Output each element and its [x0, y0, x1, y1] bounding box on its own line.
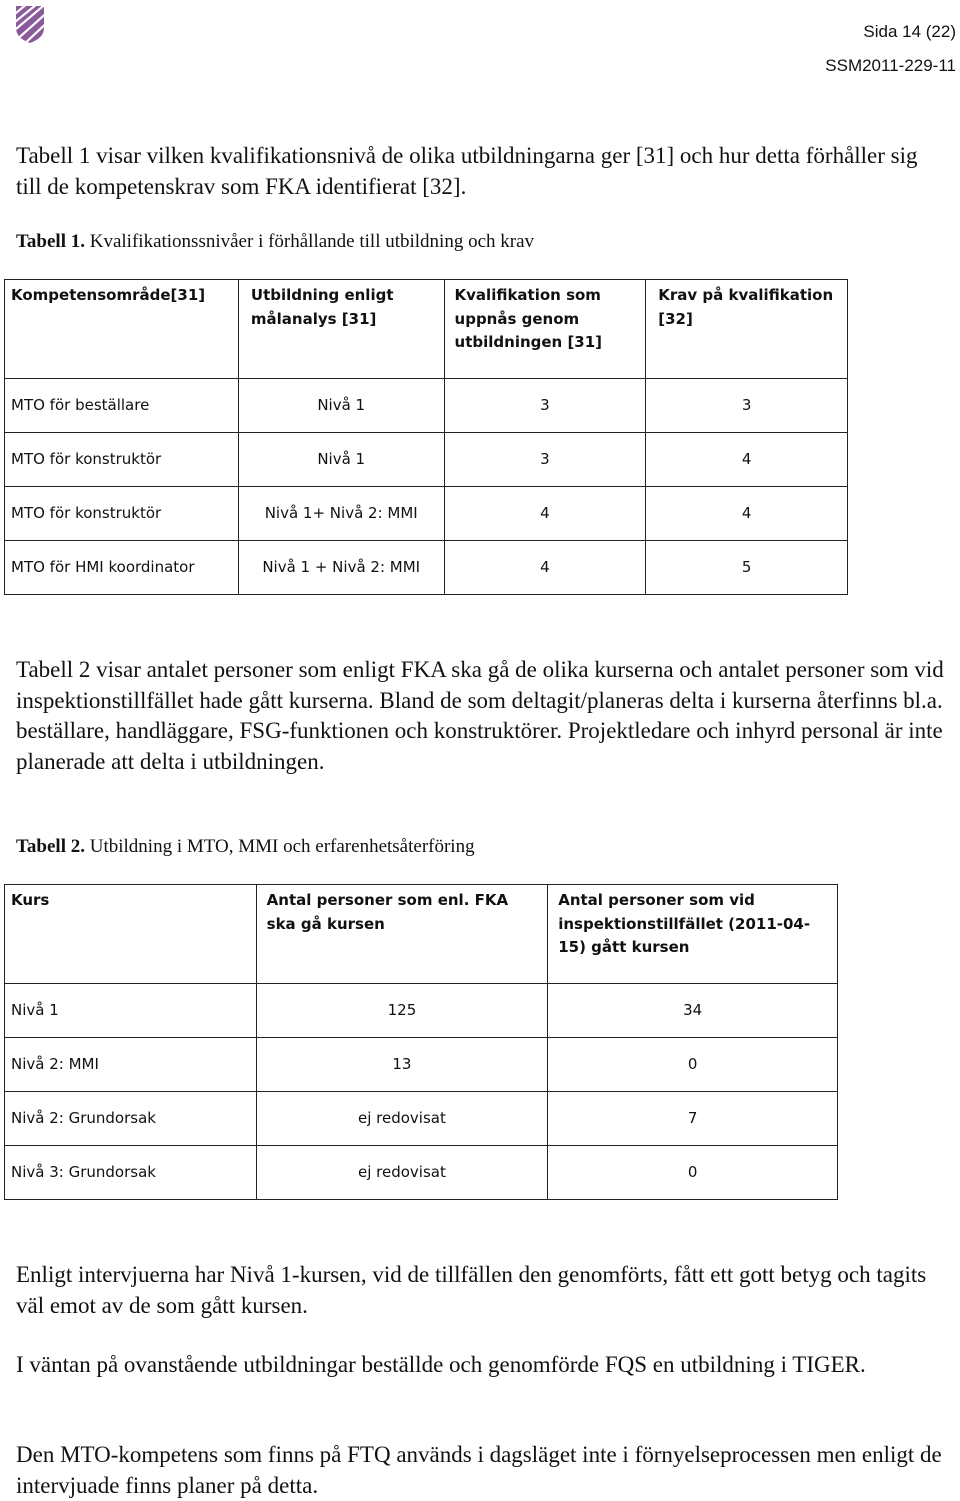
- table-cell: 4: [646, 433, 848, 487]
- table-header-cell: Antal personer som enl. FKA ska gå kursen: [256, 885, 548, 984]
- table-cell: MTO för konstruktör: [5, 487, 239, 541]
- table-cell: Nivå 2: MMI: [5, 1038, 257, 1092]
- table-cell: 3: [444, 433, 646, 487]
- table-cell: 3: [646, 379, 848, 433]
- table1-caption-text: Kvalifikationssnivåer i förhållande till utbildning och krav: [85, 231, 535, 252]
- table-row: [5, 433, 848, 487]
- intro-paragraph: Tabell 1 visar vilken kvalifikationsnivå de olika utbildningarna ger [31] och hur detta förhåller sig till de kompetenskrav som FKA identifierat [32].: [16, 143, 918, 199]
- table-cell: Nivå 2: Grundorsak: [5, 1092, 257, 1146]
- table-cell: 0: [548, 1146, 838, 1200]
- tiger-paragraph: I väntan på ovanstående utbildningar beställde och genomförde FQS en utbildning i TIGER.: [16, 1352, 866, 1377]
- table2-caption-text: Utbildning i MTO, MMI och erfarenhetsåterföring: [85, 836, 475, 857]
- table-row: [5, 487, 848, 541]
- table-header-cell: Antal personer som vid inspektionstillfället (2011-04-15) gått kursen: [548, 885, 838, 984]
- qualification-table: [4, 279, 848, 595]
- table-cell: Nivå 1: [5, 984, 257, 1038]
- table1-caption-label: Tabell 1.: [16, 231, 85, 252]
- mto-competence-paragraph: Den MTO-kompetens som finns på FTQ används i dagsläget inte i förnyelseprocessen men enligt de intervjuade finns planer på detta.: [16, 1442, 942, 1498]
- table-cell: 4: [444, 487, 646, 541]
- table-row: [5, 984, 838, 1038]
- table-header-row: [5, 280, 848, 379]
- table2-caption-label: Tabell 2.: [16, 836, 85, 857]
- table-cell: 5: [646, 541, 848, 595]
- table-cell: Nivå 1+ Nivå 2: MMI: [238, 487, 444, 541]
- table-header-cell: Kurs: [5, 885, 257, 984]
- table-cell: 3: [444, 379, 646, 433]
- table-cell: Nivå 1: [238, 433, 444, 487]
- table-cell: Nivå 3: Grundorsak: [5, 1146, 257, 1200]
- table-header-cell: Kompetensområde[31]: [5, 280, 239, 379]
- table-row: [5, 379, 848, 433]
- interview-paragraph: Enligt intervjuerna har Nivå 1-kursen, vid de tillfällen den genomförts, fått ett gott betyg och tagits väl emot av de som gått kursen.: [16, 1262, 927, 1318]
- table-header-cell: Krav på kvalifikation [32]: [646, 280, 848, 379]
- table-cell: 13: [256, 1038, 548, 1092]
- course-table: [4, 884, 838, 1200]
- table-cell: 4: [646, 487, 848, 541]
- table-cell: ej redovisat: [256, 1146, 548, 1200]
- striped-shield-logo: [14, 4, 46, 44]
- table-header-row: [5, 885, 838, 984]
- table-cell: 0: [548, 1038, 838, 1092]
- table-row: [5, 541, 848, 595]
- table-cell: MTO för HMI koordinator: [5, 541, 239, 595]
- table-row: [5, 1146, 838, 1200]
- table-cell: MTO för beställare: [5, 379, 239, 433]
- table-cell: 7: [548, 1092, 838, 1146]
- table-header-cell: Kvalifikation som uppnås genom utbildningen [31]: [444, 280, 646, 379]
- table-cell: Nivå 1 + Nivå 2: MMI: [238, 541, 444, 595]
- page-number: Sida 14 (22): [863, 22, 956, 41]
- table-cell: 34: [548, 984, 838, 1038]
- table-row: [5, 1038, 838, 1092]
- table2-intro-paragraph: Tabell 2 visar antalet personer som enligt FKA ska gå de olika kurserna och antalet personer som vid inspektionstillfället hade gått kurserna. Bland de som deltagit/planeras delta i kurserna återfinns bl.a. beställare, handläggare, FSG-funktionen och konstruktörer. Projektledare och inhyrd personal är inte planerade att delta i utbildningen.: [16, 657, 944, 774]
- table-header-cell: Utbildning enligt målanalys [31]: [238, 280, 444, 379]
- table-cell: MTO för konstruktör: [5, 433, 239, 487]
- table2-caption: [16, 835, 475, 859]
- table-cell: 125: [256, 984, 548, 1038]
- table-row: [5, 1092, 838, 1146]
- table1-caption: [16, 230, 534, 254]
- document-id: SSM2011-229-11: [825, 56, 956, 75]
- table-cell: 4: [444, 541, 646, 595]
- table-cell: Nivå 1: [238, 379, 444, 433]
- table-cell: ej redovisat: [256, 1092, 548, 1146]
